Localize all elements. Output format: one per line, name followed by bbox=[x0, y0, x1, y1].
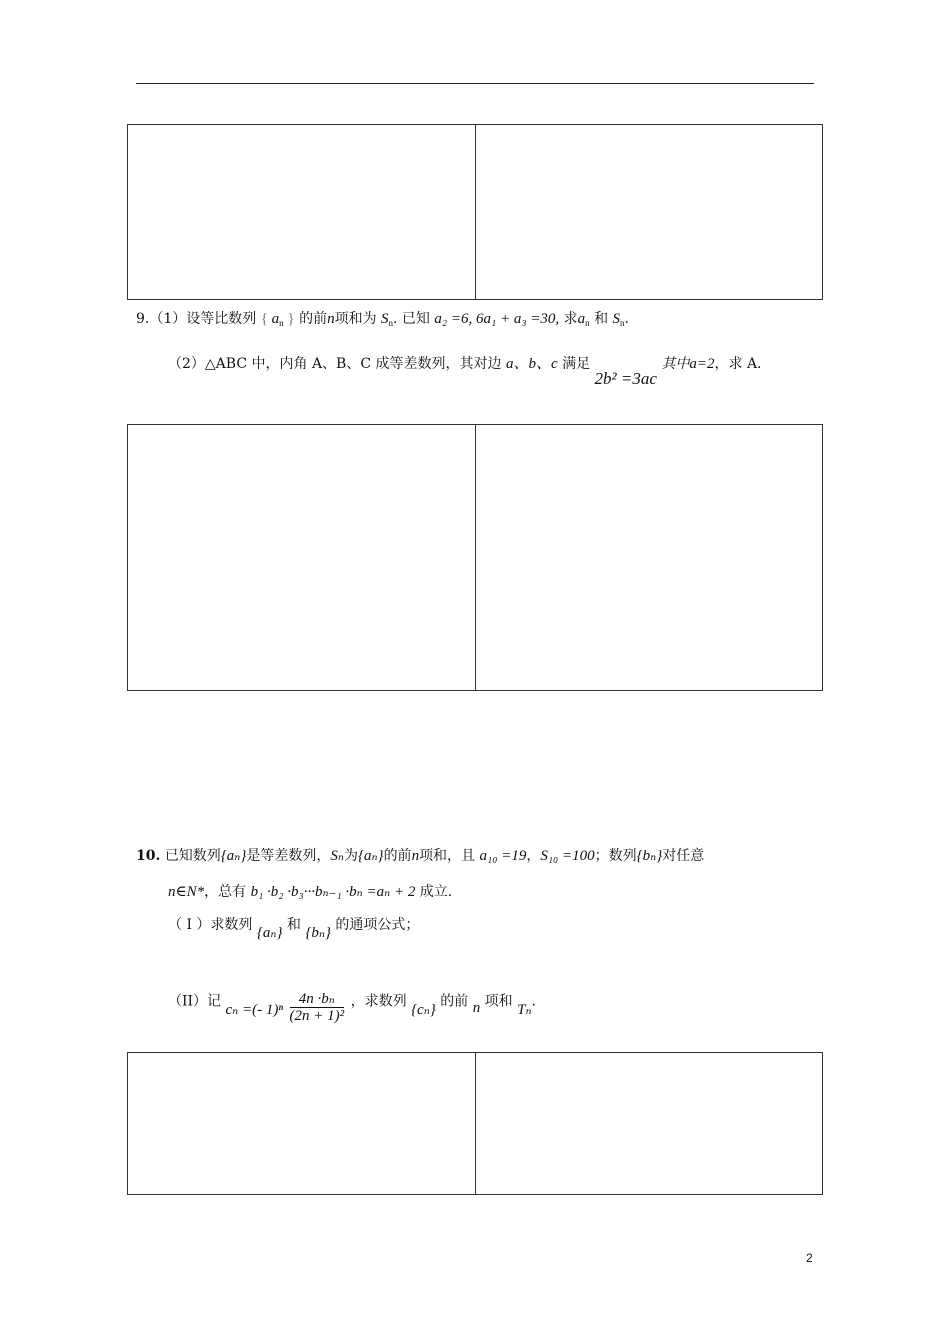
answer-cell-right[interactable] bbox=[476, 125, 822, 299]
answer-cell-left[interactable] bbox=[128, 1053, 475, 1194]
q10-line1: 10. 已知数列{aₙ}是等差数列，Sₙ为{aₙ}的前n项和，且 a₁₀ =19，S₁₀ =100；数列{bₙ}对任意 bbox=[136, 848, 705, 864]
answer-box-q8 bbox=[127, 124, 823, 300]
q10-part1: （ I ）求数列 {aₙ} 和 {bₙ} 的通项公式； bbox=[168, 917, 420, 941]
seq-a-n: { $a_n$ } bbox=[260, 311, 295, 328]
q9-part1: 9.（1）设等比数列 { $a_n$ } 的前n项和为 $S_n$. 已知 a₂ =6, 6a₁ + a₃ =30, 求$a_n$ 和 $S_n$. bbox=[136, 311, 629, 328]
answer-box-q10 bbox=[127, 1052, 823, 1195]
header-rule bbox=[136, 83, 814, 84]
q10-product: b₁ ·b₂ ·b₃···bₙ₋₁ ·bₙ =aₙ + 2 bbox=[250, 884, 416, 900]
q9-part1-label: 9.（1）设等比数列 bbox=[136, 311, 257, 327]
page-number: 2 bbox=[806, 1251, 813, 1265]
q10-line2: n∈N*，总有 b₁ ·b₂ ·b₃···bₙ₋₁ ·bₙ =aₙ + 2 成立. bbox=[168, 884, 453, 900]
sum-S-n: $S_n$ bbox=[381, 311, 394, 328]
q9-condition: a₂ =6, 6a₁ + a₃ =30, bbox=[434, 311, 560, 327]
q9-equation: 2b² =3ac bbox=[594, 369, 657, 388]
answer-cell-right[interactable] bbox=[476, 425, 822, 690]
q10-part2: （II）记 cₙ =(- 1)ⁿ $\frac{\text{4n ·bₙ}}{\text{(2n + 1)²}}$ ，求数列 {cₙ} 的前 n 项和 Tₙ. bbox=[168, 991, 536, 1024]
answer-box-q9 bbox=[127, 424, 823, 691]
q9-part2: （2）△ABC 中，内角 A、B、C 成等差数列，其对边 a、b、c 满足 2b² =3ac 其中a=2，求 A. bbox=[168, 356, 762, 388]
answer-cell-left[interactable] bbox=[128, 125, 475, 299]
answer-cell-right[interactable] bbox=[476, 1053, 822, 1194]
answer-cell-left[interactable] bbox=[128, 425, 475, 690]
fraction: $\frac{\text{4n ·bₙ}}{\text{(2n + 1)²}}$ bbox=[289, 991, 345, 1024]
